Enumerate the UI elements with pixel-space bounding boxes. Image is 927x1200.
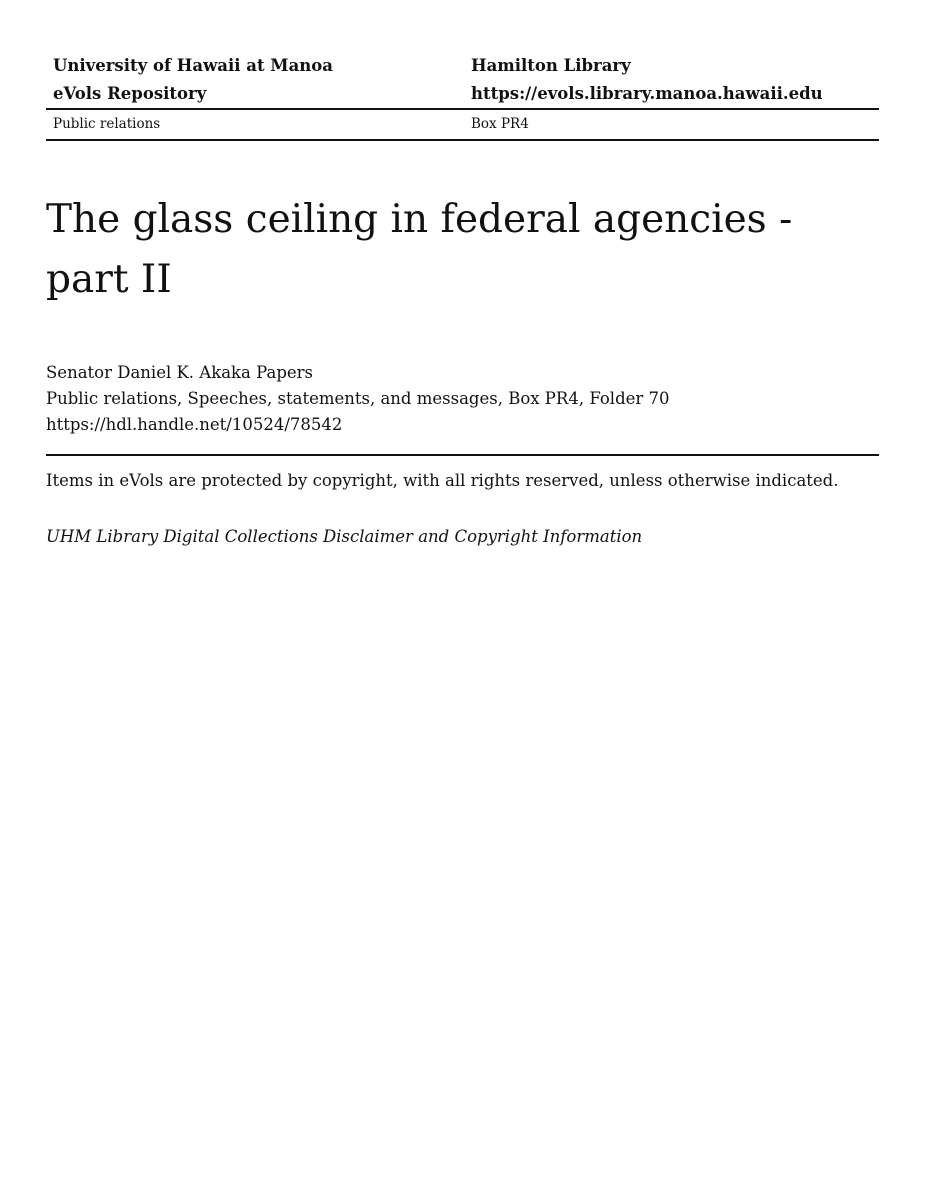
- repository-url[interactable]: https://evols.library.manoa.hawaii.edu: [471, 84, 823, 103]
- box-label: Box PR4: [471, 116, 529, 132]
- library-name: Hamilton Library: [471, 56, 631, 75]
- papers-name: Senator Daniel K. Akaka Papers: [46, 363, 314, 382]
- handle-link[interactable]: https://hdl.handle.net/10524/78542: [46, 415, 343, 434]
- document-title: The glass ceiling in federal agencies - part II: [46, 197, 793, 302]
- institution-name: University of Hawaii at Manoa: [53, 56, 333, 75]
- header-table: [46, 50, 879, 141]
- rights-statement: Items in eVols are protected by copyright, with all rights reserved, unless otherwise indicated.: [46, 471, 839, 490]
- cover-page: [46, 50, 879, 546]
- disclaimer-link[interactable]: UHM Library Digital Collections Disclaimer and Copyright Information: [46, 527, 643, 546]
- repository-name: eVols Repository: [53, 84, 207, 103]
- header-row-top: [46, 50, 879, 81]
- document-metadata: [46, 360, 879, 438]
- header-row-collection: [46, 110, 879, 141]
- series-path: Public relations, Speeches, statements, and messages, Box PR4, Folder 70: [46, 389, 670, 408]
- header-row-repository: [46, 81, 879, 110]
- collection-name: Public relations: [53, 116, 161, 132]
- divider: [46, 454, 879, 456]
